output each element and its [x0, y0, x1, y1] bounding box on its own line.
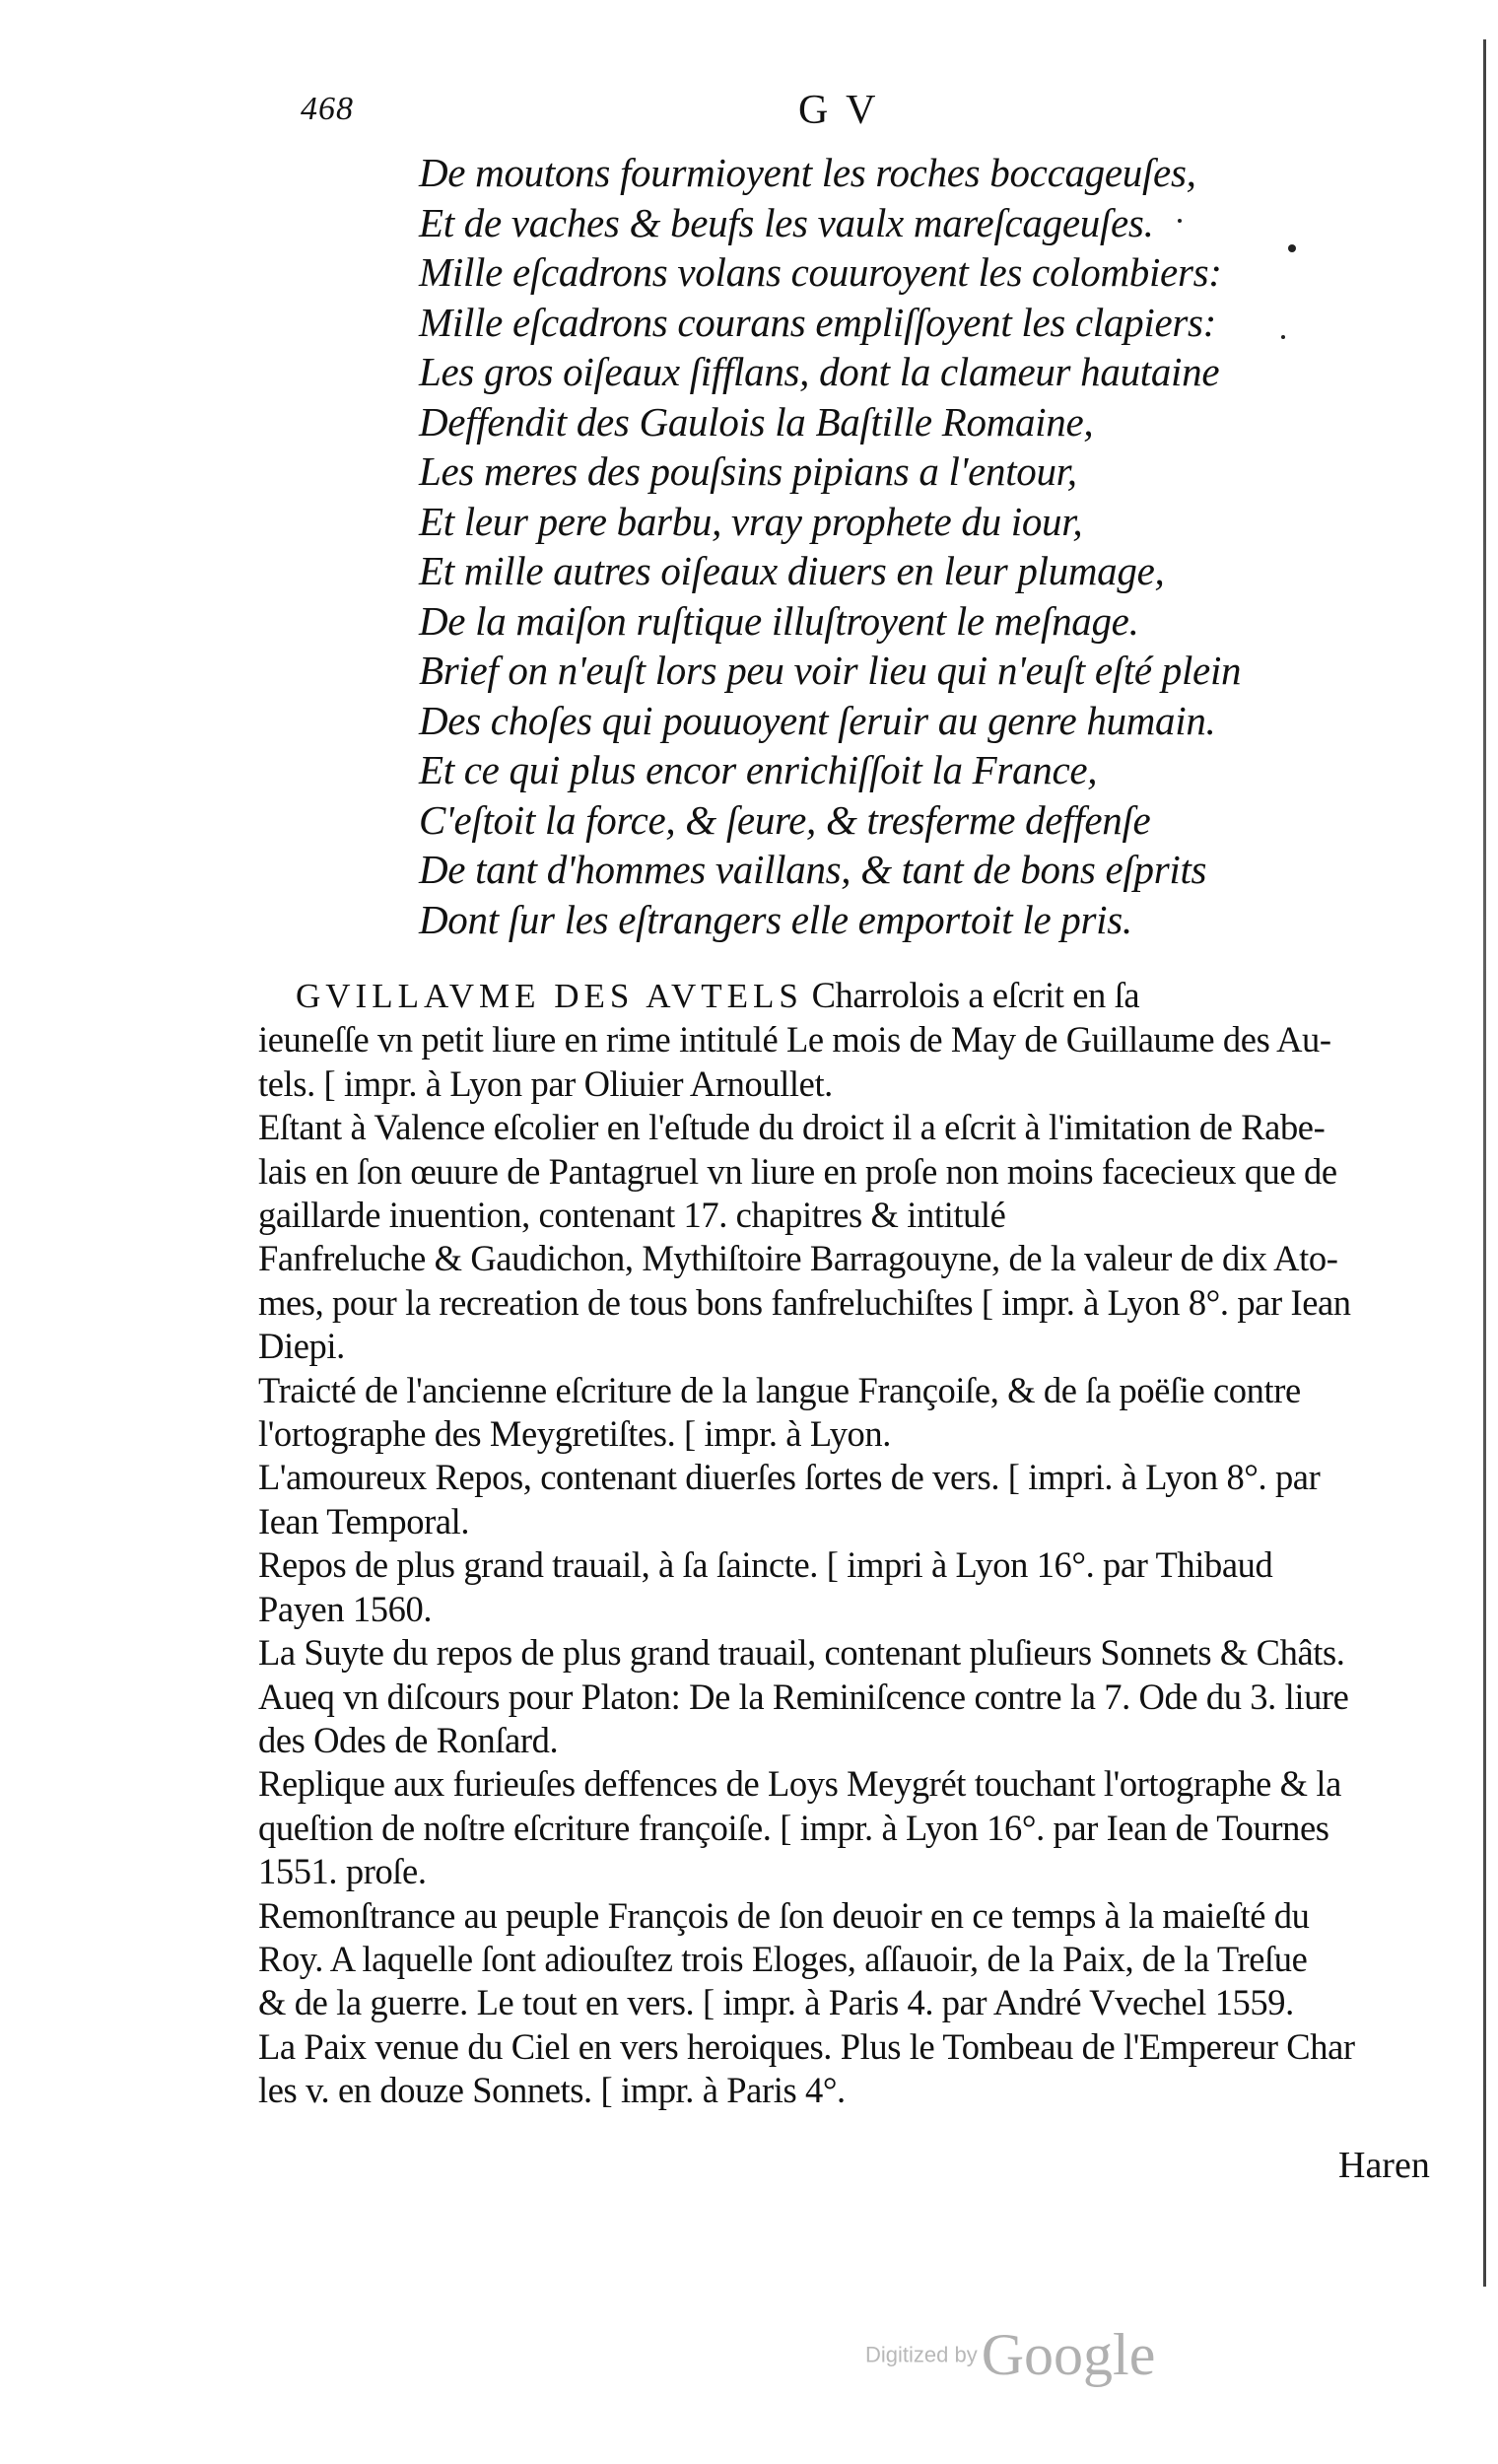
poem-line: Dont ſur les eſtrangers elle emportoit le pris.: [419, 896, 1132, 942]
entry-line: Payen 1560.: [258, 1588, 433, 1629]
entry-line: Traicté de l'ancienne eſcriture de la langue Françoiſe, & de ſa poëſie contre: [258, 1369, 1301, 1410]
entry-line: Charrolois a eſcrit en ſa: [811, 975, 1140, 1015]
author-name: GVILLAVME DES AVTELS: [296, 977, 803, 1015]
entry-line: tels. [ impr. à Lyon par Oliuier Arnoullet.: [258, 1062, 833, 1104]
entry-line: La Paix venue du Ciel en vers heroiques. Plus le Tombeau de l'Empereur Char: [258, 2025, 1355, 2067]
poem-line: Mille eſcadrons volans couuroyent les colombiers:: [419, 249, 1222, 295]
poem-line: Les gros oiſeaux ſifflans, dont la clameur hautaine: [419, 349, 1220, 394]
attribution-prefix: Digitized by: [865, 2342, 978, 2367]
entry-line: queſtion de noſtre eſcriture françoiſe. [ impr. à Lyon 16°. par Iean de Tournes: [258, 1807, 1329, 1848]
poem-line: Les meres des pouſsins pipians a l'entour,: [419, 448, 1077, 494]
poem-line: Et mille autres oiſeaux diuers en leur plumage,: [419, 548, 1165, 593]
entry-line: Remonſtrance au peuple François de ſon deuoir en ce temps à la maieſté du: [258, 1894, 1310, 1936]
poem-line: C'eſtoit la force, & ſeure, & tresferme deffenſe: [419, 796, 1151, 843]
entry-line: Fanfreluche & Gaudichon, Mythiſtoire Barragouyne, de la valeur de dix Ato-: [258, 1238, 1338, 1279]
page-header: [0, 88, 1498, 146]
running-head: G V: [798, 88, 880, 133]
entry-line: gaillarde inuention, contenant 17. chapitres & intitulé: [258, 1195, 1006, 1236]
entry-line: lais en ſon œuure de Pantagruel vn liure en proſe non moins facecieux que de: [258, 1150, 1337, 1192]
poem-line: De la maiſon ruſtique illuſtroyent le meſnage.: [419, 597, 1139, 644]
catchword: Haren: [1338, 2145, 1430, 2186]
poem-line: De tant d'hommes vaillans, & tant de bons eſprits: [419, 847, 1207, 892]
poem-line: Et ce qui plus encor enrichiſſoit la France,: [419, 747, 1098, 792]
entry-line: Aueq vn diſcours pour Platon: De la Reminiſcence contre la 7. Ode du 3. liure: [258, 1676, 1349, 1717]
page-number: 468: [301, 91, 354, 127]
page-edge-shadow: [1483, 39, 1486, 2287]
entry-line: La Suyte du repos de plus grand trauail, contenant pluſieurs Sonnets & Châts.: [258, 1632, 1345, 1674]
entry-line: mes, pour la recreation de tous bons fanfreluchiſtes [ impr. à Lyon 8°. par Iean: [258, 1281, 1351, 1323]
poem-block: [419, 148, 1404, 944]
poem-line: Et leur pere barbu, vray prophete du iour,: [419, 498, 1083, 544]
poem-line: Brief on n'euſt lors peu voir lieu qui n'euſt eſté plein: [419, 648, 1242, 693]
entry-line: 1551. proſe.: [258, 1851, 427, 1892]
entry-line: Eſtant à Valence eſcolier en l'eſtude du droict il a eſcrit à l'imitation de Rabe-: [258, 1107, 1326, 1148]
poem-line: Deffendit des Gaulois la Baſtille Romaine,: [419, 398, 1094, 445]
poem-line: De moutons fourmioyent les roches boccageuſes,: [419, 150, 1196, 195]
entry-line: L'amoureux Repos, contenant diuerſes ſortes de vers. [ impri. à Lyon 8°. par: [258, 1457, 1321, 1498]
entry-line: les v. en douze Sonnets. [ impr. à Paris 4°.: [258, 2070, 846, 2111]
digitization-attribution: [865, 2321, 1155, 2389]
entry-line: ieuneſſe vn petit liure en rime intitulé Le mois de May de Guillaume des Au-: [258, 1019, 1331, 1061]
bibliography-entry: [258, 974, 1431, 2113]
entry-line: & de la guerre. Le tout en vers. [ impr. à Paris 4. par André Vvechel 1559.: [258, 1982, 1294, 2023]
entry-line: Roy. A laquelle ſont adiouſtez trois Eloges, aſſauoir, de la Paix, de la Treſue: [258, 1938, 1308, 1979]
entry-line: Repos de plus grand trauail, à ſa ſaincte. [ impri à Lyon 16°. par Thibaud: [258, 1544, 1273, 1586]
poem-line: Mille eſcadrons courans empliſſoyent les clapiers:: [419, 299, 1217, 345]
entry-line: des Odes de Ronſard.: [258, 1719, 559, 1760]
google-logo: Google: [981, 2322, 1156, 2387]
poem-line: Des choſes qui pouuoyent ſeruir au genre humain.: [419, 697, 1216, 743]
poem-line: Et de vaches & beufs les vaulx mareſcageuſes.: [419, 199, 1154, 245]
entry-line: Replique aux furieuſes deffences de Loys Meygrét touchant l'ortographe & la: [258, 1763, 1341, 1805]
entry-line: l'ortographe des Meygretiſtes. [ impr. à Lyon.: [258, 1413, 891, 1455]
entry-line: Diepi.: [258, 1326, 345, 1367]
entry-first-line: [258, 974, 1431, 1018]
entry-line: Iean Temporal.: [258, 1500, 470, 1541]
